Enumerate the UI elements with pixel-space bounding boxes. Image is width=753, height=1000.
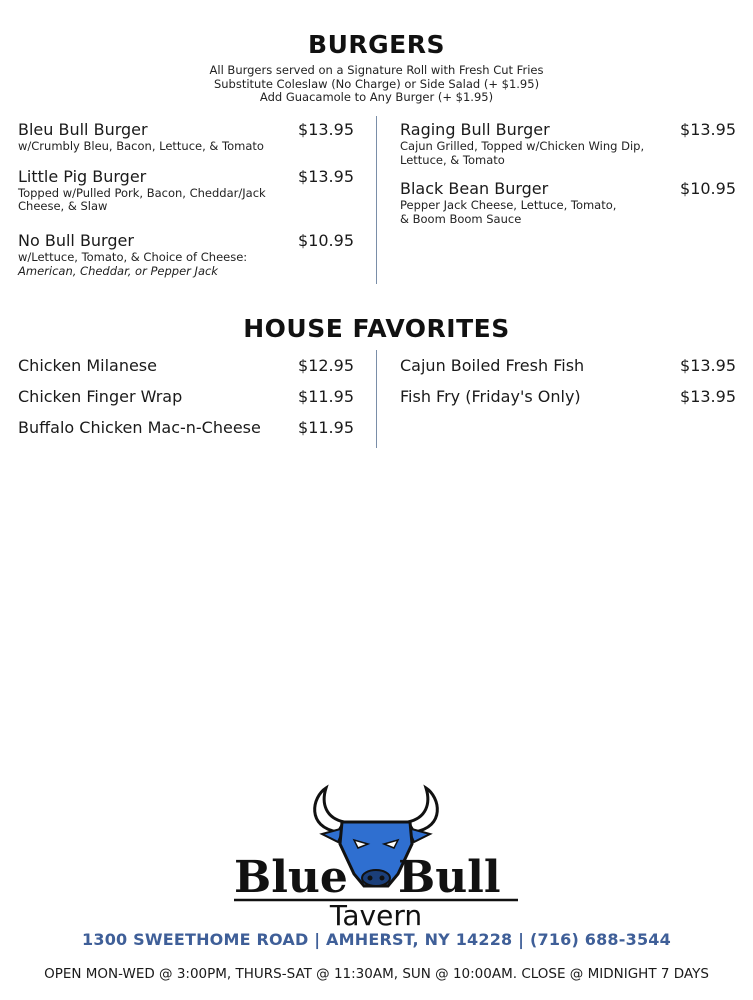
column-divider [376, 350, 377, 448]
column-divider [376, 116, 377, 284]
item-description: Cajun Grilled, Topped w/Chicken Wing Dip, Lettuce, & Tomato [400, 139, 645, 167]
item-price: $13.95 [298, 120, 354, 139]
burgers-right-column [400, 120, 736, 226]
item-description: Topped w/Pulled Pork, Bacon, Cheddar/Jack Cheese, & Slaw [18, 185, 266, 213]
item-name: Cajun Boiled Fresh Fish [400, 356, 585, 375]
menu-item [400, 356, 736, 387]
item-price: $11.95 [298, 387, 354, 406]
logo-word-tavern: Tavern [329, 899, 423, 932]
item-price: $11.95 [298, 418, 354, 437]
item-name: Chicken Finger Wrap [18, 387, 183, 406]
favorites-left-column [18, 356, 354, 449]
menu-item [18, 418, 354, 449]
item-description: w/Lettuce, Tomato, & Choice of Cheese: [18, 249, 248, 264]
burgers-notes [0, 64, 753, 105]
footer-hours: OPEN MON-WED @ 3:00PM, THURS-SAT @ 11:30AM, SUN @ 10:00AM. CLOSE @ MIDNIGHT 7 DAYS [44, 966, 709, 982]
burgers-left-column [18, 120, 354, 279]
burgers-title: BURGERS [308, 30, 445, 59]
item-price: $12.95 [298, 356, 354, 375]
house-favorites-title: HOUSE FAVORITES [243, 314, 510, 343]
menu-item [400, 387, 736, 418]
item-price: $13.95 [680, 356, 736, 375]
item-name: Fish Fry (Friday's Only) [400, 387, 581, 406]
logo-word-bull: Bull [398, 852, 501, 903]
menu-item [18, 167, 354, 214]
item-description-italic: American, Cheddar, or Pepper Jack [18, 264, 218, 278]
item-price: $10.95 [680, 179, 736, 198]
footer-address: 1300 SWEETHOME ROAD | AMHERST, NY 14228 | (716) 688-3544 [82, 930, 671, 949]
item-name: Little Pig Burger [18, 166, 147, 186]
item-price: $10.95 [298, 230, 354, 250]
item-description: Pepper Jack Cheese, Lettuce, Tomato, & Boom Boom Sauce [400, 198, 617, 226]
item-description: w/Crumbly Bleu, Bacon, Lettuce, & Tomato [18, 139, 264, 153]
menu-item [18, 356, 354, 387]
item-price: $13.95 [680, 387, 736, 406]
item-name: No Bull Burger [18, 230, 134, 250]
item-price: $13.95 [680, 120, 736, 139]
item-name: Black Bean Burger [400, 179, 549, 198]
menu-item [18, 120, 354, 154]
menu-item [18, 387, 354, 418]
item-name: Bleu Bull Burger [18, 120, 148, 139]
menu-item [400, 120, 736, 167]
menu-item [400, 179, 736, 226]
burgers-note: Substitute Coleslaw (No Charge) or Side Salad (+ $1.95) [213, 76, 540, 91]
bull-horn-left-icon [315, 788, 344, 832]
blue-bull-tavern-logo [226, 782, 526, 932]
item-name: Raging Bull Burger [400, 120, 550, 139]
burgers-note: Add Guacamole to Any Burger (+ $1.95) [259, 90, 494, 104]
item-name: Chicken Milanese [18, 356, 157, 375]
logo-word-blue: Blue [234, 852, 348, 903]
bull-horn-right-icon [408, 788, 437, 832]
item-price: $13.95 [298, 166, 354, 186]
burgers-note: All Burgers served on a Signature Roll with Fresh Cut Fries [209, 63, 544, 77]
item-name: Buffalo Chicken Mac-n-Cheese [18, 418, 261, 437]
favorites-right-column [400, 356, 736, 418]
menu-item [18, 231, 354, 279]
